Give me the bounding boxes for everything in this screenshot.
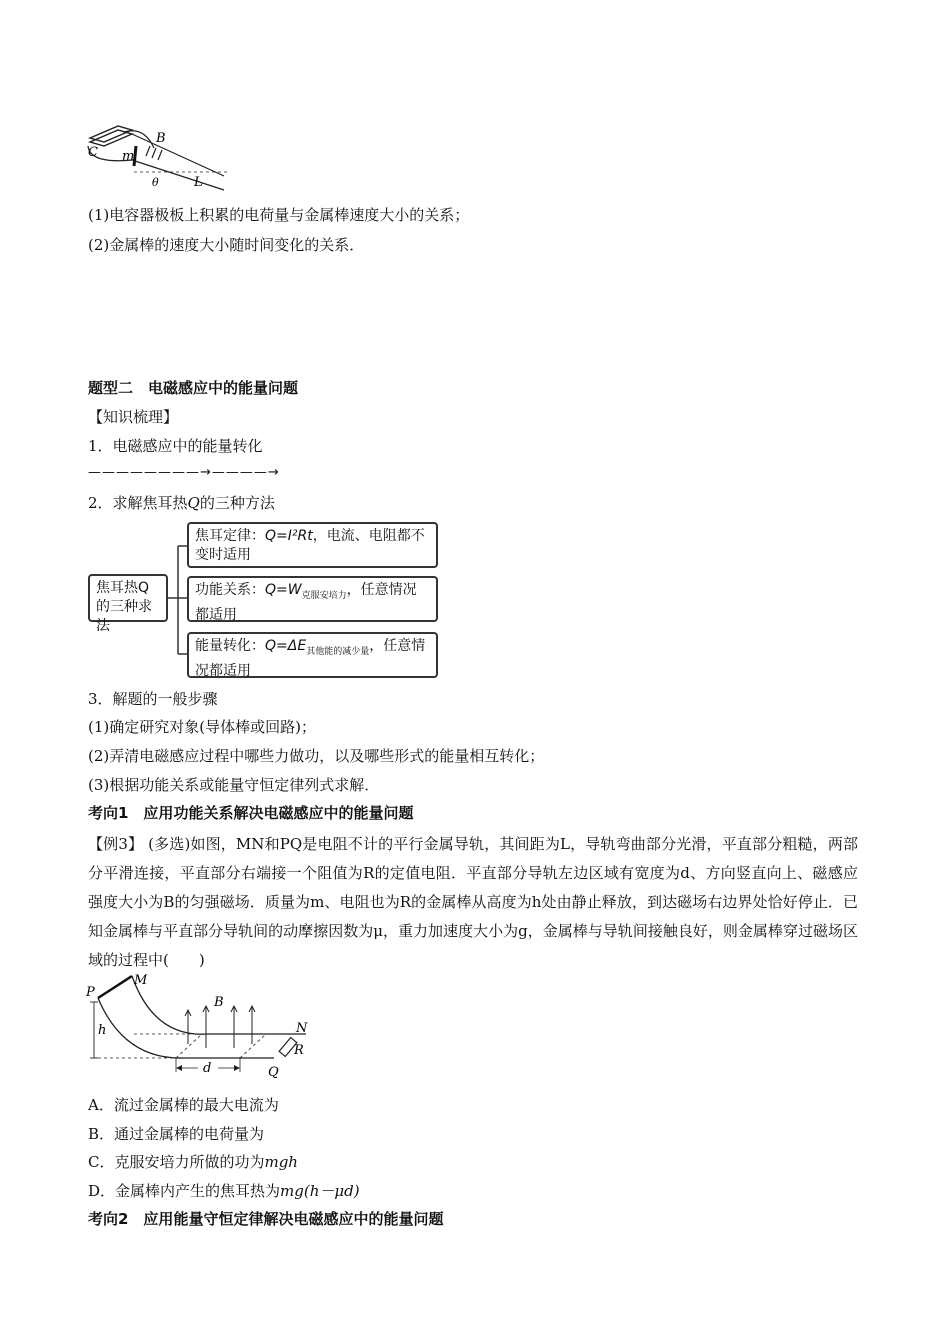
- direction-1-title: 考向1 应用功能关系解决电磁感应中的能量问题: [88, 804, 414, 822]
- fig1-label-B: B: [156, 131, 166, 146]
- capacitor-incline-figure: [84, 120, 234, 195]
- fig2-label-h: h: [98, 1023, 107, 1038]
- option-d: D．金属棒内产生的焦耳热为mg(h－μd): [88, 1182, 360, 1200]
- fig1-label-L: L: [194, 175, 203, 190]
- fig1-label-C: C: [88, 145, 98, 160]
- step-2: (2)弄清电磁感应过程中哪些力做功，以及哪些形式的能量相互转化；: [88, 747, 545, 765]
- fig1-label-theta: θ: [152, 176, 159, 189]
- option-b: B．通过金属棒的电荷量为: [88, 1125, 265, 1143]
- diagram-bracket: [168, 540, 188, 660]
- option-a: A．流过金属棒的最大电流为: [88, 1096, 279, 1114]
- fig2-label-N: N: [296, 1021, 308, 1036]
- fig2-label-Q: Q: [268, 1065, 279, 1080]
- method-box-work-energy: 功能关系：$Q=W_{克服安培力}$，任意情况都适用: [187, 576, 438, 622]
- question-1: (1)电容器极板上积累的电荷量与金属棒速度大小的关系；: [88, 206, 470, 224]
- direction-2-title: 考向2 应用能量守恒定律解决电磁感应中的能量问题: [88, 1210, 444, 1228]
- method-box-energy-conversion: 能量转化：$Q=\Delta E_{其他能的减少量}$，任意情况都适用: [187, 632, 438, 678]
- fig2-label-P: P: [86, 985, 95, 1000]
- joule-heat-center-box: 焦耳热Q的三种求法: [88, 574, 168, 622]
- fig2-label-B: B: [214, 995, 224, 1010]
- method-box-joule-law: 焦耳定律：Q=I²Rt，电流、电阻都不变时适用: [187, 522, 438, 568]
- fig2-label-R: R: [294, 1043, 304, 1058]
- question-2: (2)金属棒的速度大小随时间变化的关系．: [88, 236, 365, 254]
- item-1: 1．电磁感应中的能量转化: [88, 437, 263, 455]
- section-title: 题型二 电磁感应中的能量问题: [88, 379, 299, 397]
- arrow-line: ————————→————→: [88, 465, 280, 480]
- example-3-text: 【例3】 (多选)如图，MN和PQ是电阻不计的平行金属导轨，其间距为L，导轨弯曲部分光滑，平直部分粗糙，两部分平滑连接，平直部分右端接一个阻值为R的定值电阻．平直部分导轨左边区域有宽度为d、方向竖直向上、磁感应强度大小为B的匀强磁场．质量为m、电阻也为R的金属棒从高度为h处由静止释放，到达磁场右边界处恰好停止．已知金属棒与平直部分导轨间的动摩擦因数为μ，重力加速度大小为g，金属棒与导轨间接触良好，则金属棒穿过磁场区域的过程中( ): [88, 835, 858, 969]
- item-2: 2．求解焦耳热Q的三种方法: [88, 494, 275, 512]
- step-3: (3)根据功能关系或能量守恒定律列式求解．: [88, 776, 380, 794]
- fig2-label-M: M: [134, 973, 148, 988]
- step-1: (1)确定研究对象(导体棒或回路)；: [88, 718, 316, 736]
- rail-magnetic-field-figure: [84, 972, 314, 1092]
- fig2-label-d: d: [203, 1061, 212, 1076]
- fig1-label-m: m: [122, 149, 135, 164]
- item-3: 3．解题的一般步骤: [88, 690, 218, 708]
- knowledge-heading: 【知识梳理】: [88, 408, 179, 426]
- option-c: C．克服安培力所做的功为mgh: [88, 1153, 298, 1171]
